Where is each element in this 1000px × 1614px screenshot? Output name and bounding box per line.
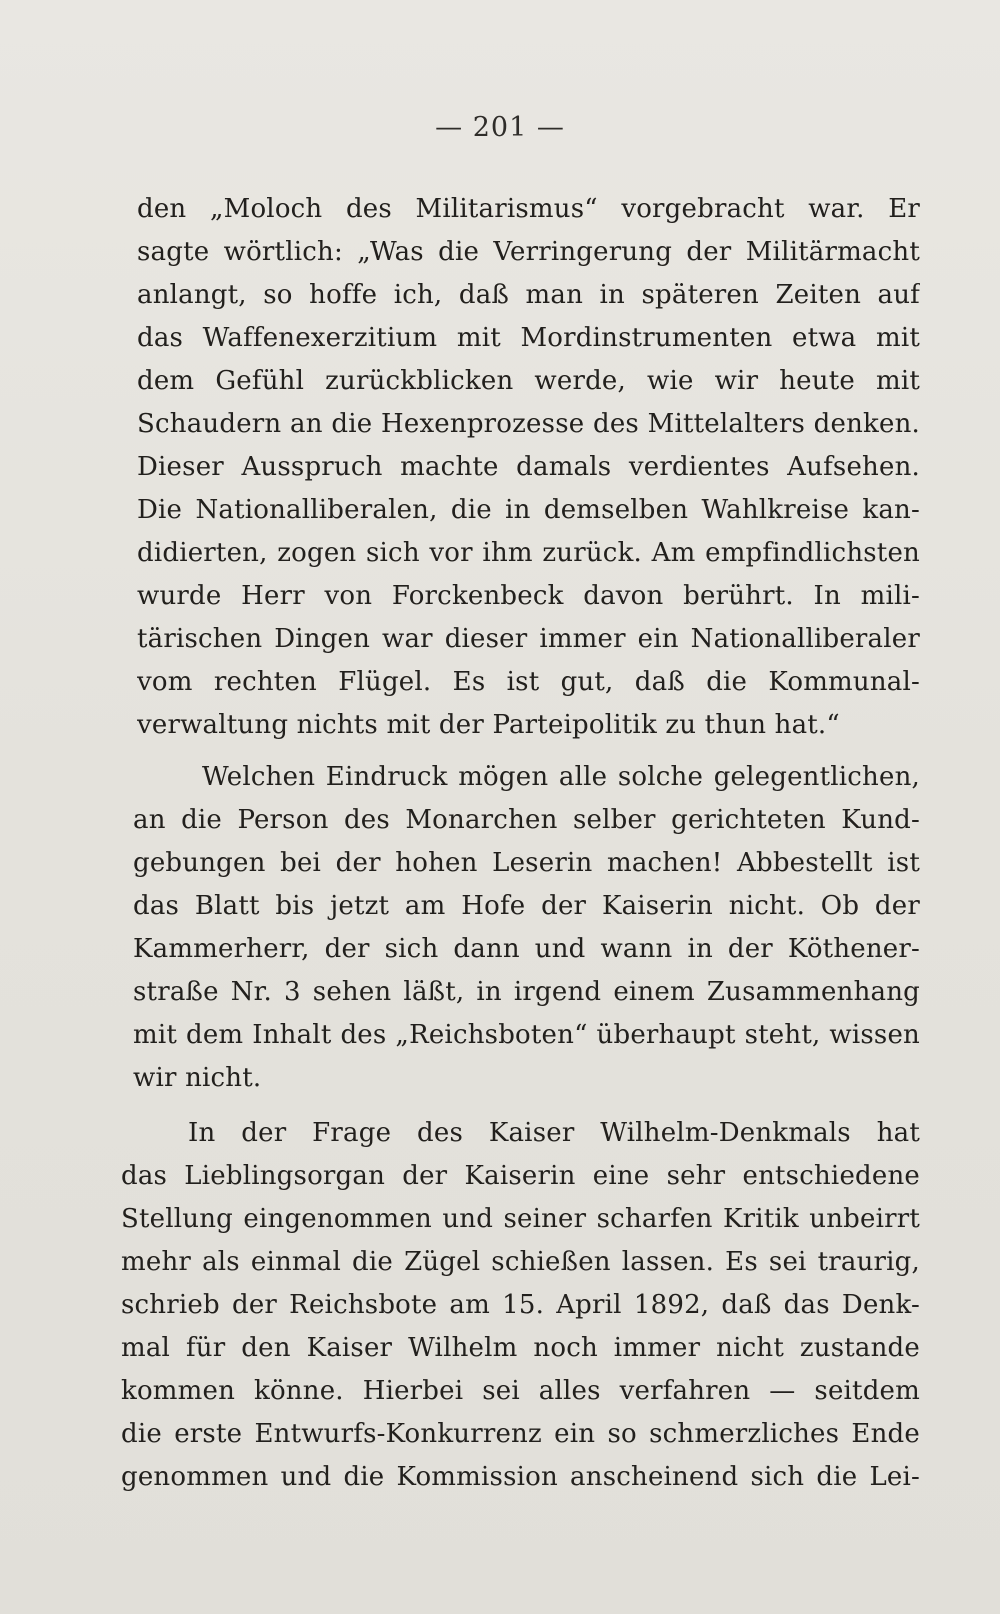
text-line: genommen und die Kommission anscheinend sich die Lei- <box>121 1462 920 1492</box>
text-line: Stellung eingenommen und seiner scharfen Kritik unbeirrt <box>121 1204 920 1234</box>
text-line: straße Nr. 3 sehen läßt, in irgend einem Zusammenhang <box>133 977 920 1007</box>
text-line: mal für den Kaiser Wilhelm noch immer nicht zustande <box>121 1333 920 1363</box>
text-line: die erste Entwurfs-Konkurrenz ein so schmerzliches Ende <box>121 1419 920 1449</box>
text-line: tärischen Dingen war dieser immer ein Nationalliberaler <box>137 624 920 654</box>
text-line: kommen könne. Hierbei sei alles verfahren — seitdem <box>121 1376 920 1406</box>
text-line: In der Frage des Kaiser Wilhelm-Denkmals hat <box>188 1118 920 1148</box>
text-line: das Lieblingsorgan der Kaiserin eine sehr entschiedene <box>121 1161 920 1191</box>
text-line: vom rechten Flügel. Es ist gut, daß die Kommunal- <box>137 667 920 697</box>
text-line: das Blatt bis jetzt am Hofe der Kaiserin nicht. Ob der <box>133 891 920 921</box>
text-line: dem Gefühl zurückblicken werde, wie wir heute mit <box>137 366 920 396</box>
text-line: das Waffenexerzitium mit Mordinstrumenten etwa mit <box>137 323 920 353</box>
page-number: — 201 — <box>435 112 565 143</box>
text-line: Welchen Eindruck mögen alle solche gelegentlichen, <box>202 762 920 792</box>
text-line: didierten, zogen sich vor ihm zurück. Am empfindlichsten <box>137 538 920 568</box>
text-line: mit dem Inhalt des „Reichsboten“ überhaupt steht, wissen <box>133 1020 920 1050</box>
text-line: wurde Herr von Forckenbeck davon berührt. In mili- <box>137 581 920 611</box>
text-line: wir nicht. <box>133 1063 262 1093</box>
text-line: sagte wörtlich: „Was die Verringerung der Militärmacht <box>137 237 920 267</box>
text-line: an die Person des Monarchen selber gerichteten Kund- <box>133 805 920 835</box>
text-line: anlangt, so hoffe ich, daß man in späteren Zeiten auf <box>137 280 920 310</box>
text-line: gebungen bei der hohen Leserin machen! Abbestellt ist <box>133 848 920 878</box>
text-line: Schaudern an die Hexenprozesse des Mittelalters denken. <box>137 409 920 439</box>
text-line: mehr als einmal die Zügel schießen lassen. Es sei traurig, <box>121 1247 920 1277</box>
text-line: Dieser Ausspruch machte damals verdientes Aufsehen. <box>137 452 920 482</box>
text-line: Die Nationalliberalen, die in demselben Wahlkreise kan- <box>137 495 920 525</box>
text-line: verwaltung nichts mit der Parteipolitik zu thun hat.“ <box>137 710 840 740</box>
text-line: den „Moloch des Militarismus“ vorgebracht war. Er <box>137 194 920 224</box>
text-line: schrieb der Reichsbote am 15. April 1892, daß das Denk- <box>121 1290 920 1320</box>
text-line: Kammerherr, der sich dann und wann in der Köthener- <box>133 934 920 964</box>
